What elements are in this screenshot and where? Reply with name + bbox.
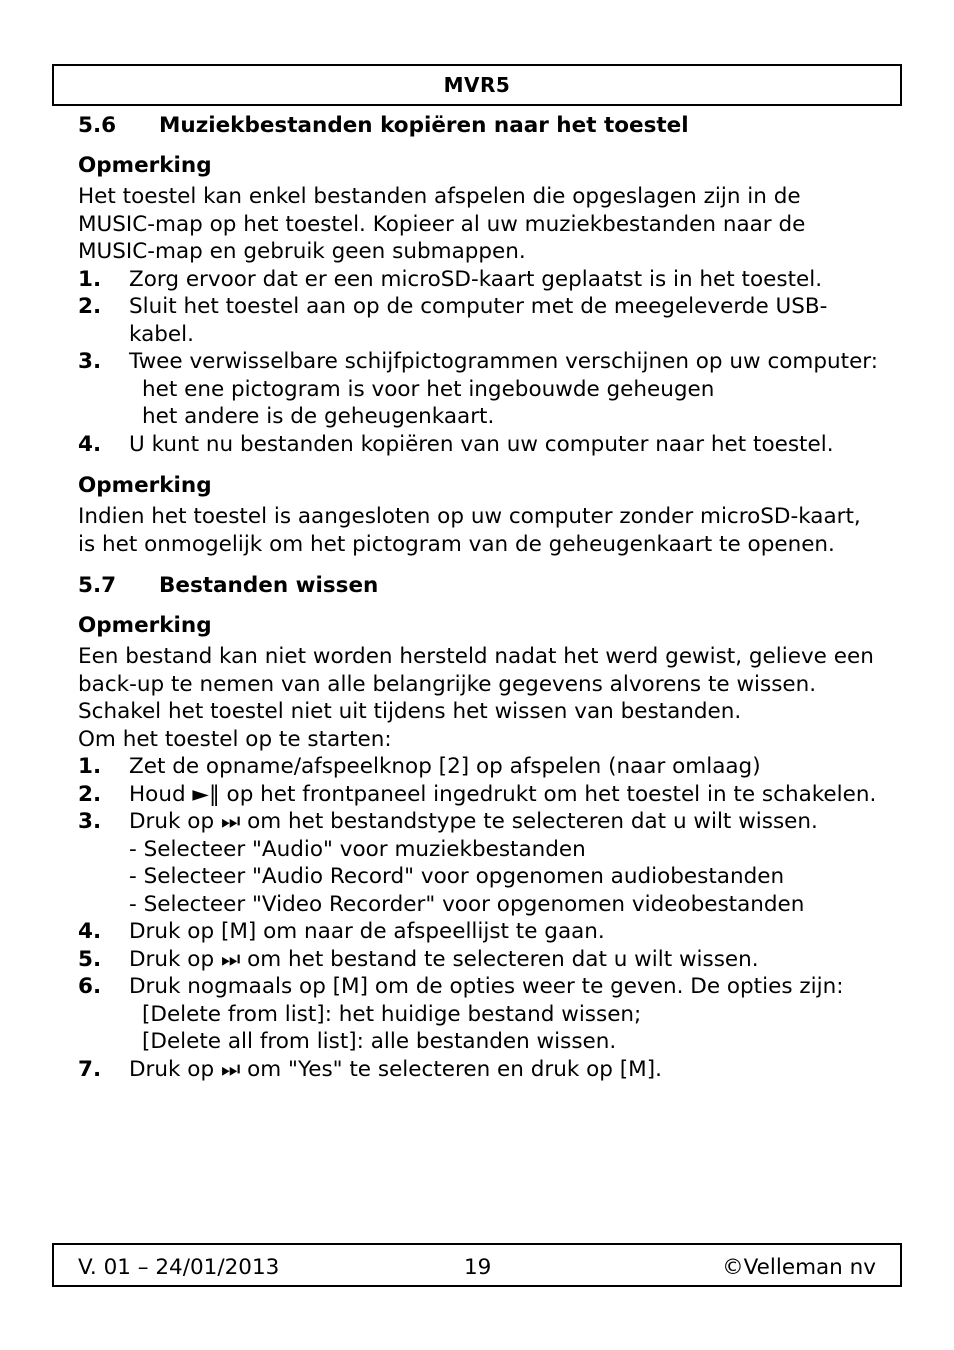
step-number: 7.	[78, 1056, 102, 1082]
list-item	[78, 431, 878, 459]
step-number: 3.	[78, 349, 102, 374]
steps-list-5-7	[78, 753, 878, 1083]
step-body	[129, 808, 878, 918]
note-heading: Opmerking	[78, 473, 212, 498]
list-item	[78, 808, 878, 918]
footer-page-number: 19	[464, 1255, 492, 1280]
step-sub-item: het andere is de geheugenkaart.	[142, 404, 495, 429]
step-text: Sluit het toestel aan op de computer met de meegeleverde USB-kabel.	[129, 294, 828, 347]
list-item	[78, 293, 878, 348]
list-item	[78, 266, 878, 294]
step-text: Twee verwisselbare schijfpictogrammen verschijnen op uw computer:	[129, 349, 879, 374]
section-title: Bestanden wissen	[159, 573, 379, 598]
page-footer	[52, 1243, 902, 1287]
list-item	[78, 1056, 878, 1084]
header-title: MVR5	[443, 73, 511, 97]
list-item	[78, 946, 878, 974]
step-text: Druk op ⏭ om "Yes" te selecteren en druk op [M].	[129, 1056, 662, 1082]
step-text: Druk nogmaals op [M] om de opties weer te geven. De opties zijn:	[129, 974, 844, 999]
list-item	[78, 753, 878, 781]
step-text: Druk op ⏭ om het bestand te selecteren dat u wilt wissen.	[129, 946, 759, 972]
step-sub-item: het ene pictogram is voor het ingebouwde geheugen	[142, 376, 715, 402]
note-heading: Opmerking	[78, 153, 212, 178]
section-number: 5.7	[78, 573, 117, 598]
step-sub-item: - Selecteer "Audio" voor muziekbestanden	[129, 836, 586, 862]
step-sub-item: [Delete all from list]: alle bestanden wissen.	[142, 1029, 617, 1054]
step-number: 2.	[78, 294, 102, 319]
step-number: 4.	[78, 919, 102, 944]
step-number: 4.	[78, 431, 102, 457]
intro-text: Om het toestel op te starten:	[78, 726, 392, 752]
step-body	[129, 348, 878, 431]
step-number: 1.	[78, 266, 102, 292]
section-5-6-heading	[78, 112, 878, 140]
step-text: Druk op [M] om naar de afspeellijst te gaan.	[129, 919, 605, 944]
list-item	[78, 781, 878, 809]
step-body	[129, 973, 878, 1056]
section-number: 5.6	[78, 113, 117, 138]
step-number: 5.	[78, 946, 102, 972]
list-item	[78, 973, 878, 1056]
list-item	[78, 918, 878, 946]
note-heading: Opmerking	[78, 613, 212, 638]
step-sub-item: - Selecteer "Audio Record" voor opgenomen audiobestanden	[129, 864, 785, 889]
step-number: 6.	[78, 974, 102, 999]
page-header	[52, 64, 902, 106]
note-text: Een bestand kan niet worden hersteld nadat het werd gewist, gelieve een back-up te nemen van alle belangrijke gegevens alvorens te wissen. Schakel het toestel niet uit tijdens het wissen van bestanden.	[78, 644, 874, 724]
page-content	[78, 112, 878, 1083]
step-sub-item: - Selecteer "Video Recorder" voor opgenomen videobestanden	[129, 891, 805, 917]
section-title: Muziekbestanden kopiëren naar het toestel	[159, 113, 689, 138]
step-text: U kunt nu bestanden kopiëren van uw computer naar het toestel.	[129, 431, 834, 457]
step-text: Houd ►‖ op het frontpaneel ingedrukt om het toestel in te schakelen.	[129, 781, 877, 807]
step-sub-item: [Delete from list]: het huidige bestand wissen;	[142, 1001, 642, 1027]
step-text: Zet de opname/afspeelknop [2] op afspelen (naar omlaag)	[129, 754, 761, 779]
section-5-7-heading	[78, 572, 878, 600]
step-text: Zorg ervoor dat er een microSD-kaart geplaatst is in het toestel.	[129, 266, 823, 292]
footer-version: V. 01 – 24/01/2013	[78, 1255, 280, 1280]
note-text: Indien het toestel is aangesloten op uw computer zonder microSD-kaart, is het onmogelijk om het pictogram van de geheugenkaart te openen.	[78, 504, 861, 557]
steps-list-5-6	[78, 266, 878, 459]
step-number: 2.	[78, 781, 102, 807]
step-number: 1.	[78, 754, 102, 779]
step-number: 3.	[78, 809, 102, 834]
footer-copyright: ©Velleman nv	[722, 1255, 876, 1280]
note-text: Het toestel kan enkel bestanden afspelen die opgeslagen zijn in de MUSIC-map op het toestel. Kopieer al uw muziekbestanden naar de MUSIC-map en gebruik geen submappen.	[78, 184, 806, 264]
list-item	[78, 348, 878, 431]
step-text: Druk op ⏭ om het bestandstype te selecteren dat u wilt wissen.	[129, 809, 818, 834]
